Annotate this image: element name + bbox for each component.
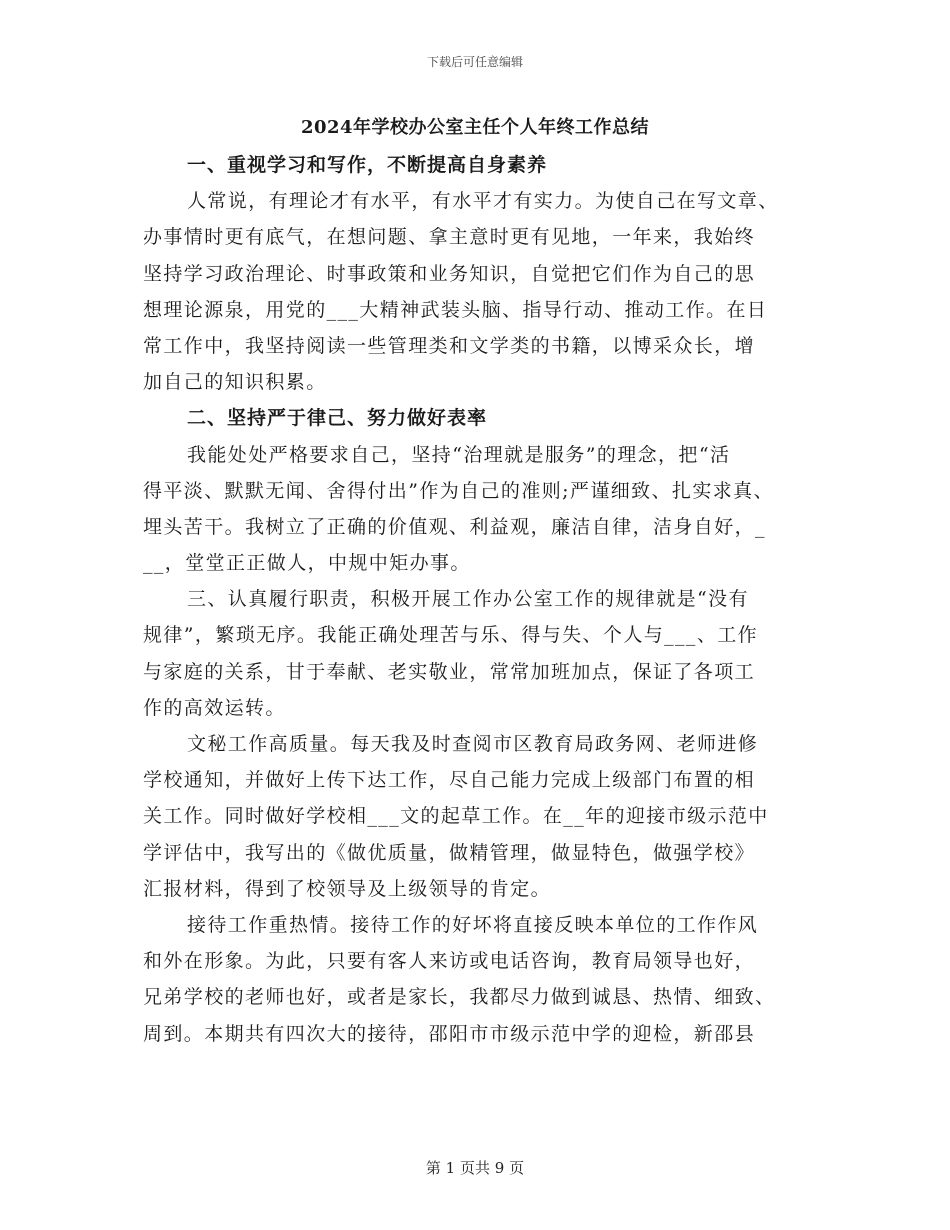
paragraph-line: 文秘工作高质量。每天我及时查阅市区教育局政务网、老师进修 (187, 733, 759, 755)
paragraph-line: 常工作中，我坚持阅读一些管理类和文学类的书籍，以博采众长，增 (143, 334, 756, 357)
paragraph-line: 接待工作重热情。接待工作的好坏将直接反映本单位的工作作风 (187, 913, 759, 936)
paragraph-line: 作的高效运转。 (143, 696, 286, 719)
paragraph-line: 学校通知，并做好上传下达工作，尽自己能力完成上级部门布置的相 (143, 769, 756, 792)
paragraph-line: 学评估中，我写出的《做优质量，做精管理，做显特色，做强学校》 (143, 841, 756, 864)
section-heading-2: 二、坚持严于律己、努力做好表率 (187, 407, 488, 430)
section-heading-1: 一、重视学习和写作，不断提高自身素养 (187, 154, 548, 176)
paragraph-line: 我能处处严格要求自己，坚持“治理就是服务”的理念，把“活 (187, 443, 731, 466)
paragraph-line: 规律”，繁琐无序。我能正确处理苦与乐、得与失、个人与___、工作 (143, 624, 759, 647)
paragraph-line: 和外在形象。为此，只要有客人来访或电话咨询，教育局领导也好， (143, 950, 756, 973)
paragraph-line: 加自己的知识积累。 (143, 371, 327, 394)
paragraph-line: 得平淡、默默无闻、舍得付出”作为自己的准则;严谨细致、扎实求真、 (143, 479, 774, 502)
paragraph-line: 人常说，有理论才有水平，有水平才有实力。为使自己在写文章、 (187, 190, 779, 213)
paragraph-line: __，堂堂正正做人，中规中矩办事。 (143, 552, 471, 575)
paragraph-line: 关工作。同时做好学校相___文的起草工作。在__年的迎接市级示范中 (143, 805, 769, 828)
download-note: 下载后可任意编辑 (426, 55, 523, 69)
paragraph-line: 三、认真履行职责，积极开展工作办公室工作的规律就是“没有 (187, 588, 749, 611)
page-number: 第 1 页共 9 页 (425, 1159, 525, 1177)
paragraph-line: 坚持学习政治理论、时事政策和业务知识，自觉把它们作为自己的思 (143, 262, 756, 285)
document-title: 2024年学校办公室主任个人年终工作总结 (300, 117, 650, 138)
paragraph-line: 办事情时更有底气，在想问题、拿主意时更有见地，一年来，我始终 (143, 226, 756, 249)
paragraph-line: 兄弟学校的老师也好，或者是家长，我都尽力做到诚恳、热情、细致、 (143, 986, 776, 1009)
paragraph-line: 汇报材料，得到了校领导及上级领导的肯定。 (143, 877, 552, 900)
paragraph-line: 埋头苦干。我树立了正确的价值观、利益观，廉洁自律，洁身自好，_ (143, 515, 766, 538)
paragraph-line: 周到。本期共有四次大的接待，邵阳市市级示范中学的迎检，新邵县 (143, 1022, 756, 1045)
paragraph-line: 想理论源泉，用党的___大精神武装头脑、指导行动、推动工作。在日 (143, 298, 768, 321)
document-body (143, 147, 813, 1052)
paragraph-line: 与家庭的关系，甘于奉献、老实敬业，常常加班加点，保证了各项工 (143, 660, 756, 683)
